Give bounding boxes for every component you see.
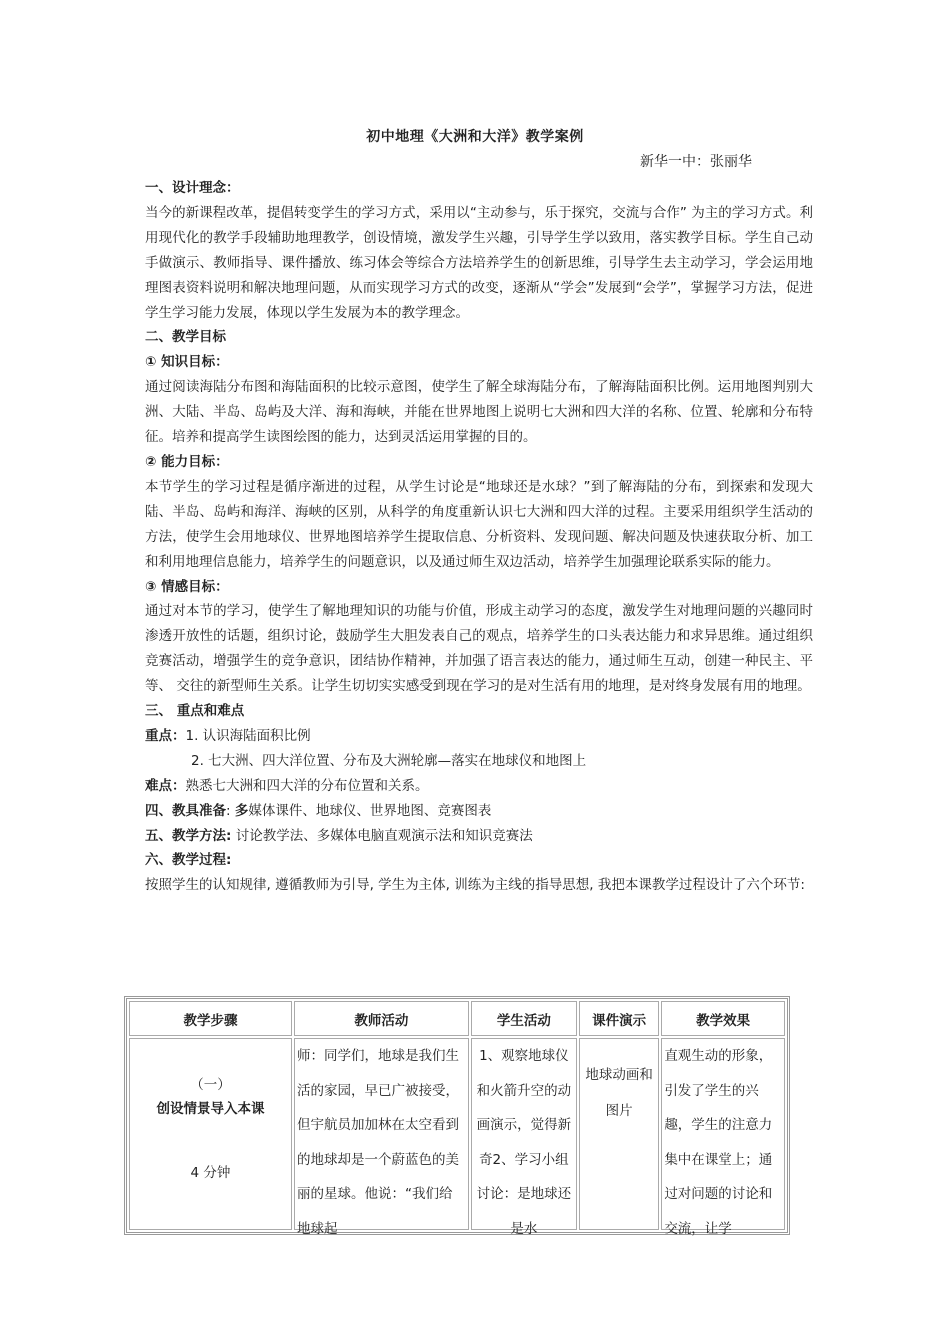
difficulty-label: 难点： bbox=[145, 777, 186, 794]
section-heading: 一、设计理念： bbox=[145, 180, 240, 196]
paragraph: 当今的新课程改革，提倡转变学生的学习方式，采用以“主动参与，乐于探究，交流与合作” 为主的学习方式。利用现代化的教学手段辅助地理教学，创设情境，激发学生兴趣，引导学生学以致用，落实教学目标。学生自己动手做演示、教师指导、课件播放、练习体会等综合方法培养学生的创新思维，引导学生去主动学习，学会运用地理图表资料说明和解决地理问题，从而实现学习方式的改变，逐渐从“学会”发展到“会学”，掌握学习方法，促进学生学习能力发展，体现以学生发展为本的教学理念。 bbox=[145, 204, 813, 321]
header-effect: 教学效果 bbox=[661, 1001, 785, 1036]
table-header-row bbox=[129, 1001, 785, 1036]
paragraph: 通过对本节的学习，使学生了解地理知识的功能与价值，形成主动学习的态度，激发学生对地理问题的兴趣同时渗透开放性的话题，组织讨论，鼓励学生大胆发表自己的观点，培养学生的口头表达能力和求异思维。通过组织竞赛活动，增强学生的竞争意识，团结协作精神，并加强了语言表达的能力，通过师生互动，创建一种民主、平等、 交往的新型师生关系。让学生切切实实感受到现在学习的是对生活有用的地理，是对终身发展有用的地理。 bbox=[145, 603, 813, 695]
section-heading: 二、教学目标 bbox=[145, 329, 226, 346]
method-text: 讨论教学法、多媒体电脑直观演示法和知识竞赛法 bbox=[231, 827, 533, 844]
subsection-heading: ③ 情感目标： bbox=[145, 578, 229, 595]
section-heading: 五、教学方法: bbox=[145, 827, 232, 844]
tools-text: 媒体课件、地球仪、世界地图、竞赛图表 bbox=[248, 802, 492, 819]
tools-line bbox=[145, 799, 813, 824]
section-heading: 四、教具准备 bbox=[145, 802, 226, 819]
header-teacher: 教师活动 bbox=[294, 1001, 469, 1036]
document-author: 新华一中：张丽华 bbox=[640, 154, 752, 170]
table-row bbox=[129, 1038, 785, 1230]
tools-bold: 多 bbox=[234, 802, 249, 819]
difficulty-line bbox=[145, 774, 813, 799]
paragraph: 本节学生的学习过程是循序渐进的过程，从学生讨论是“地球还是水球？”到了解海陆的分布，到探索和发现大陆、半岛、岛屿和海洋、海峡的区别，从科学的角度重新认识七大洲和四大洋的过程。主要采用组织学生活动的方法，使学生会用地球仪、世界地图培养学生提取信息、分析资料、发现问题、解决问题及快速获取分析、加工和利用地理信息能力，培养学生的问题意识，以及通过师生双边活动，培养学生加强理论联系实际的能力。 bbox=[145, 478, 813, 570]
document-body bbox=[145, 176, 813, 898]
teacher-activity: 师：同学们，地球是我们生活的家园，早已广被接受，但宇航员加加林在太空看到的地球却是一个蔚蓝色的美丽的星球。他说：“我们给地球起 bbox=[296, 1048, 459, 1237]
student-activity-cell bbox=[471, 1038, 577, 1237]
key-point-1: 1. 认识海陆面积比例 bbox=[185, 727, 311, 744]
key-point-line bbox=[145, 724, 813, 749]
section-heading: 三、 重点和难点 bbox=[145, 703, 245, 720]
effect-text: 直观生动的形象，引发了学生的兴趣，学生的注意力集中在课堂上；通过对问题的讨论和交流，让学 bbox=[664, 1048, 773, 1237]
document-title: 初中地理《大洲和大洋》教学案例 bbox=[366, 129, 584, 145]
demo-text: 地球动画和图片 bbox=[585, 1067, 653, 1119]
key-point-2: 2. 七大洲、四大洋位置、分布及大洲轮廓—落实在地球仪和地图上 bbox=[191, 752, 587, 769]
header-student: 学生活动 bbox=[471, 1001, 577, 1036]
header-demo: 课件演示 bbox=[579, 1001, 659, 1036]
paragraph: 按照学生的认知规律, 遵循教师为引导, 学生为主体, 训练为主线的指导思想, 我把本课教学过程设计了六个环节: bbox=[145, 877, 805, 894]
difficulty-text: 熟悉七大洲和四大洋的分布位置和关系。 bbox=[185, 777, 429, 794]
teacher-activity-cell bbox=[294, 1038, 469, 1237]
teaching-process-table bbox=[124, 996, 790, 1235]
tools-sep: : bbox=[226, 802, 235, 819]
header-step: 教学步骤 bbox=[129, 1001, 292, 1036]
paragraph: 通过阅读海陆分布图和海陆面积的比较示意图，使学生了解全球海陆分布，了解海陆面积比例。运用地图判别大洲、大陆、半岛、岛屿及大洋、海和海峡，并能在世界地图上说明七大洲和四大洋的名称、位置、轮廓和分布特征。培养和提高学生读图绘图的能力，达到灵活运用掌握的目的。 bbox=[145, 379, 813, 446]
section-heading: 六、教学过程: bbox=[145, 852, 232, 869]
subsection-heading: ① 知识目标： bbox=[145, 354, 229, 371]
key-point-label: 重点： bbox=[145, 727, 186, 744]
method-line bbox=[145, 824, 813, 849]
demo-cell bbox=[579, 1038, 659, 1230]
step-number: （一） bbox=[190, 1077, 231, 1093]
step-cell bbox=[129, 1038, 292, 1230]
subsection-heading: ② 能力目标： bbox=[145, 453, 229, 470]
step-name: 创设情景导入本课 bbox=[156, 1101, 265, 1117]
effect-cell bbox=[661, 1038, 785, 1237]
student-activity: 1、观察地球仪和火箭升空的动画演示，觉得新奇2、学习小组讨论：是地球还是水 bbox=[476, 1048, 572, 1237]
step-time: 4 分钟 bbox=[190, 1165, 231, 1181]
